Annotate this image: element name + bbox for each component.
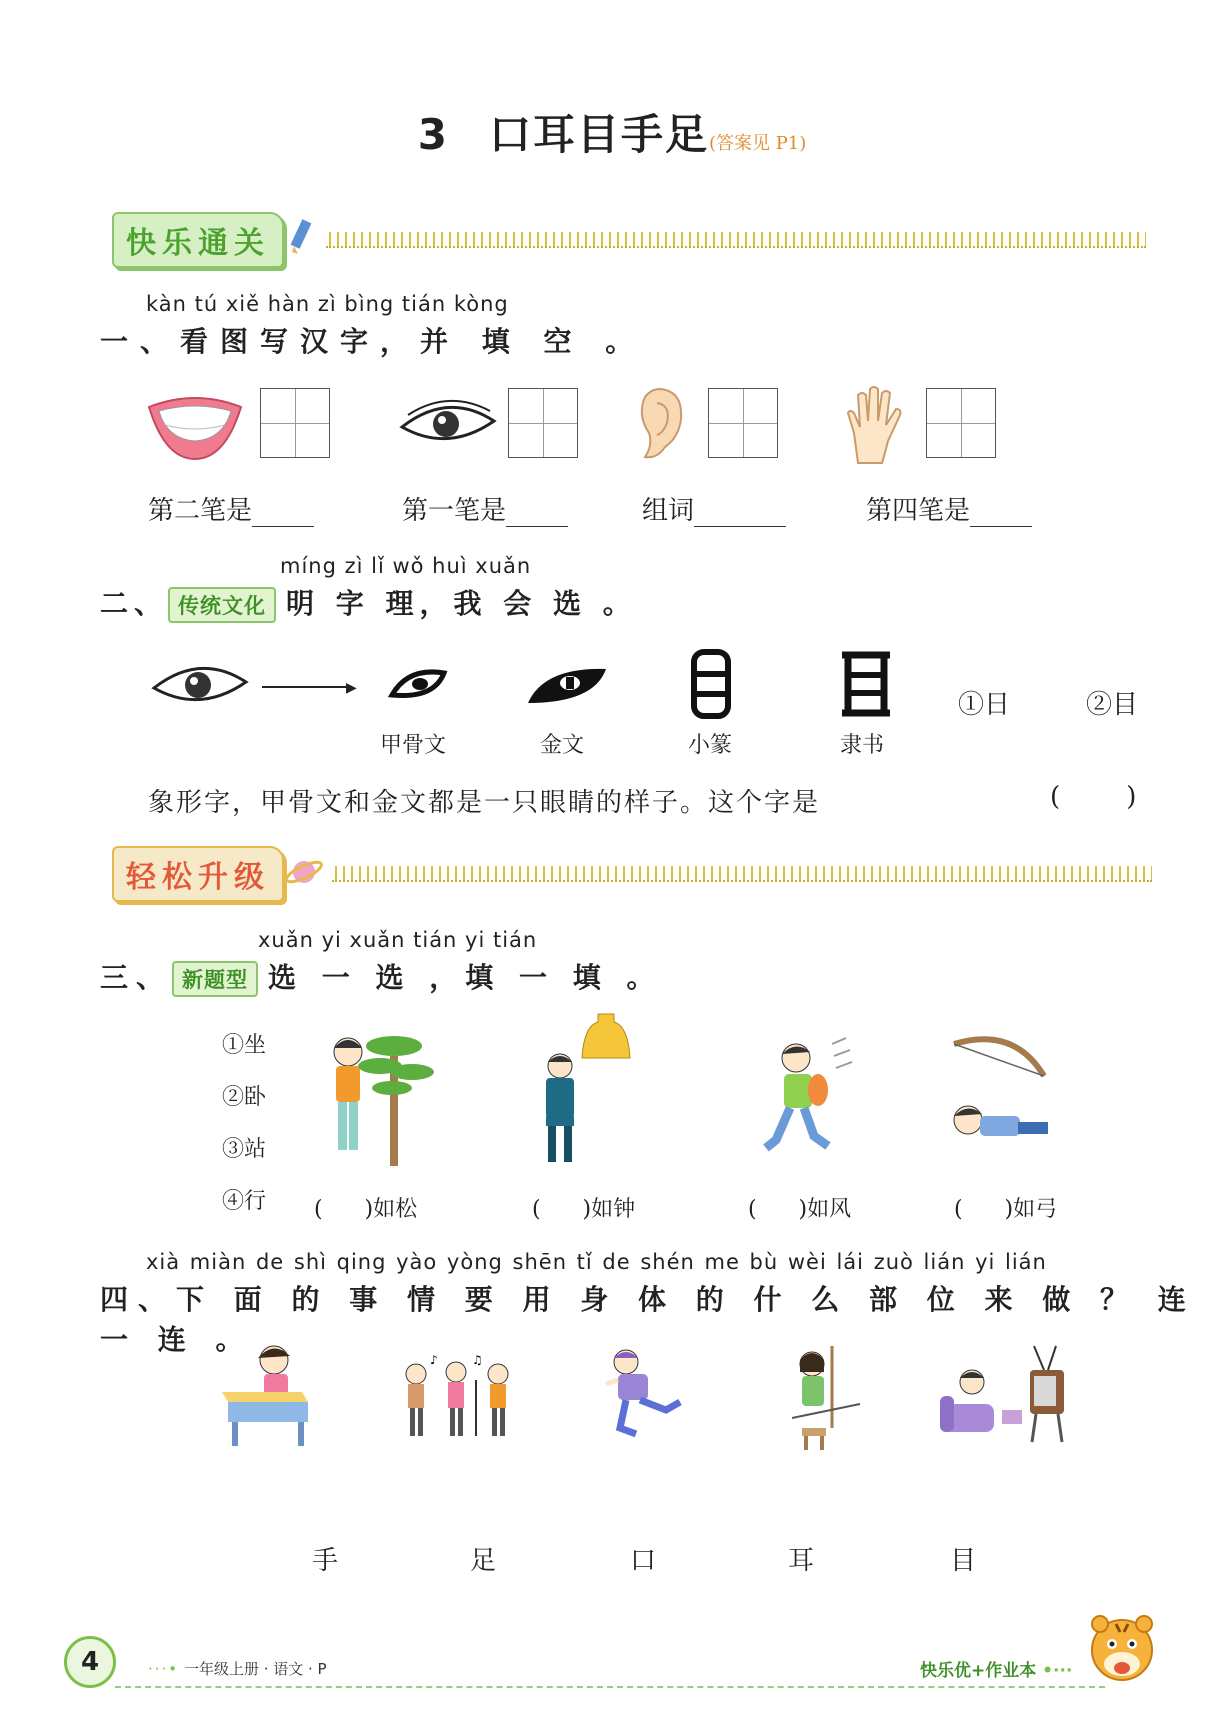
- body-part-2[interactable]: 足: [470, 1546, 497, 1576]
- q1-item-3: [642, 490, 786, 527]
- q3-option-3: ③站: [222, 1137, 267, 1162]
- footer-right: [920, 1656, 1072, 1681]
- banner-divider: [326, 232, 1146, 248]
- kids-singing-picture: [398, 1350, 518, 1454]
- q3-option-2: ②卧: [222, 1085, 267, 1110]
- q3-blank-4[interactable]: ( )如弓: [954, 1197, 1058, 1222]
- footer-right-text: 快乐优+作业本: [920, 1661, 1037, 1681]
- section-banner-2: [112, 846, 1152, 902]
- q2-option-2[interactable]: ②目: [1086, 690, 1139, 720]
- answer-blank[interactable]: [970, 500, 1032, 527]
- q3-text: 选 一 选 ，填 一 填 。: [268, 961, 663, 994]
- q1-item-1: [148, 490, 314, 527]
- lesson-title: 口耳目手足: [488, 110, 709, 159]
- writing-box-4[interactable]: [926, 388, 996, 458]
- oracle-eye-glyph: [386, 660, 450, 710]
- writing-box-2[interactable]: [508, 388, 578, 458]
- answer-reference: (答案见 P1): [708, 133, 807, 154]
- q2-option-1[interactable]: ①日: [958, 690, 1011, 720]
- q1-prompt-3: 组词: [642, 496, 695, 526]
- mouth-picture: [145, 385, 245, 465]
- arrow-line: [262, 686, 352, 688]
- q1-item-2: [402, 490, 568, 527]
- q4-pinyin: xià miàn de shì qing yào yòng shēn tǐ de shén me bù wèi lái zuò lián yi lián: [146, 1250, 1047, 1274]
- pencil-icon: [284, 218, 318, 262]
- q3-option-4: ④行: [222, 1189, 267, 1214]
- footer-left-text: 一年级上册 · 语文 · P: [183, 1660, 327, 1678]
- body-part-3[interactable]: 口: [630, 1546, 657, 1576]
- banner-divider: [332, 866, 1152, 882]
- q1-pinyin: kàn tú xiě hàn zì bìng tián kòng: [146, 292, 509, 316]
- lesson-number: 3: [417, 110, 449, 159]
- body-part-4[interactable]: 耳: [788, 1546, 815, 1576]
- eye-picture: [398, 390, 498, 460]
- answer-blank[interactable]: [506, 500, 568, 527]
- writing-box-3[interactable]: [708, 388, 778, 458]
- footer-divider: [115, 1686, 1105, 1688]
- seal-eye-glyph: [686, 646, 736, 722]
- clerical-eye-glyph: [838, 646, 894, 722]
- script-label-1: 甲骨文: [380, 733, 447, 758]
- q2-badge: 传统文化: [168, 587, 276, 623]
- section-label: 快乐通关: [112, 212, 284, 268]
- boy-lying-with-bow-picture: [944, 1032, 1064, 1166]
- tiger-mascot-icon: [1086, 1610, 1158, 1694]
- page-number: 4: [64, 1636, 116, 1688]
- q2-prefix: 二、: [100, 587, 169, 620]
- q3-blank-1[interactable]: ( )如松: [314, 1197, 418, 1222]
- q3-option-1: ①坐: [222, 1033, 267, 1058]
- section-banner-1: [112, 212, 1146, 268]
- body-part-1[interactable]: 手: [312, 1546, 339, 1576]
- girl-writing-picture: [218, 1340, 318, 1454]
- section-label: 轻松升级: [112, 846, 284, 902]
- dot-decoration: ···•: [148, 1660, 180, 1678]
- q2-heading: [100, 582, 637, 623]
- q2-pinyin: míng zì lǐ wǒ huì xuǎn: [280, 554, 532, 578]
- hand-picture: [842, 382, 912, 468]
- boy-running-picture: [756, 1036, 856, 1170]
- q3-prefix: 三、: [100, 961, 173, 994]
- eye-drawing: [150, 655, 250, 717]
- bronze-eye-glyph: [522, 660, 612, 710]
- svg-text:♫: ♫: [472, 1353, 483, 1367]
- ear-picture: [630, 382, 690, 468]
- q3-heading: [100, 956, 663, 997]
- footer-left: [148, 1658, 327, 1679]
- arrow-head-icon: ▶: [346, 680, 357, 696]
- q3-badge: 新题型: [172, 961, 258, 997]
- answer-blank[interactable]: [252, 500, 314, 527]
- girl-playing-erhu-picture: [780, 1342, 870, 1456]
- q3-blank-3[interactable]: ( )如风: [748, 1197, 852, 1222]
- q4-text: 四、下 面 的 事 情 要 用 身 体 的 什 么 部 位 来 做 ？ 连 一 连 。: [100, 1283, 1196, 1356]
- q1-prompt-4: 第四笔是: [866, 496, 971, 526]
- svg-text:♪: ♪: [430, 1353, 438, 1367]
- q1-prompt-1: 第二笔是: [148, 496, 253, 526]
- q1-item-4: [866, 490, 1032, 527]
- boy-standing-by-pine-picture: [320, 1026, 460, 1170]
- script-label-4: 隶书: [840, 733, 885, 758]
- kid-watching-tv-picture: [938, 1340, 1068, 1454]
- answer-blank[interactable]: [694, 500, 786, 527]
- dot-decoration: •···: [1042, 1661, 1073, 1681]
- kid-skating-picture: [596, 1344, 696, 1448]
- body-part-5[interactable]: 目: [950, 1546, 977, 1576]
- page-title: [0, 102, 1224, 162]
- q1-text: 一、看图写汉字，并 填 空 。: [100, 325, 646, 358]
- planet-icon: [284, 852, 324, 896]
- man-sitting-with-bell-picture: [530, 1010, 650, 1174]
- q2-statement: 象形字，甲骨文和金文都是一只眼睛的样子。这个字是: [148, 788, 821, 818]
- q3-pinyin: xuǎn yi xuǎn tián yi tián: [258, 928, 538, 952]
- script-label-3: 小篆: [688, 733, 733, 758]
- q3-blank-2[interactable]: ( )如钟: [532, 1197, 636, 1222]
- q2-text: 明 字 理，我 会 选 。: [286, 587, 637, 620]
- q2-answer-paren[interactable]: ( ): [1050, 782, 1137, 812]
- writing-box-1[interactable]: [260, 388, 330, 458]
- q1-prompt-2: 第一笔是: [402, 496, 507, 526]
- script-label-2: 金文: [540, 733, 585, 758]
